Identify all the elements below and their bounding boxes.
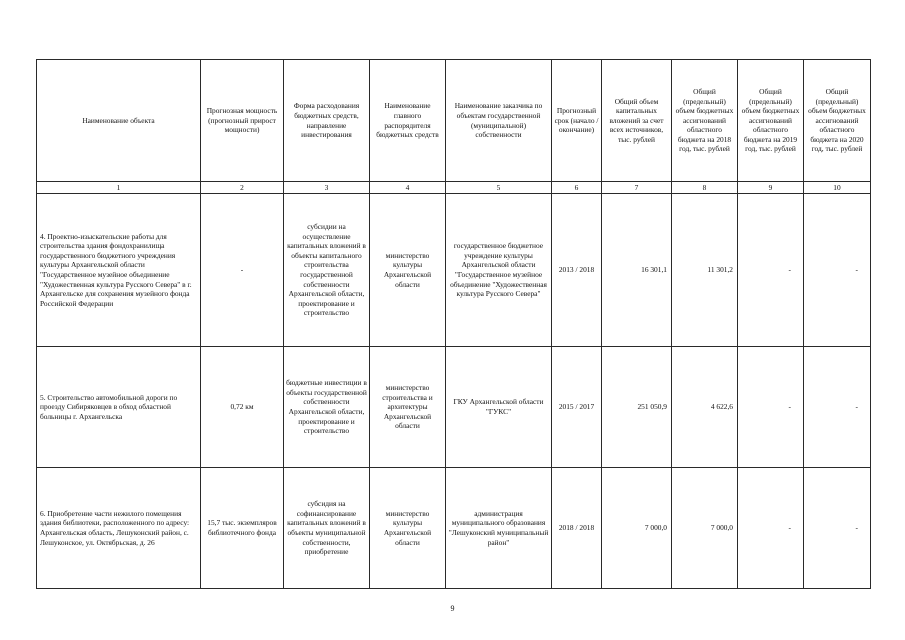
- column-number: 2: [201, 182, 284, 194]
- cell-object-name: 4. Проектно-изыскательские работы для строительства здания фондохранилища государственного бюджетного учреждения культуры Архангельской области "Государственное музейное объединение "Художественная культура Русского Севера" в г. Архангельске для сохранения музейного фонда Российской Федерации: [37, 194, 201, 347]
- header-budget-2018: Общий (предельный) объем бюджетных ассигнований областного бюджета на 2018 год, тыс. рублей: [672, 60, 738, 182]
- cell-term: 2013 / 2018: [552, 194, 602, 347]
- cell-spending-form: субсидии на осуществление капитальных вложений в объекты капитального строительства государственной собственности Архангельской области, проектирование и строительство: [284, 194, 370, 347]
- header-budget-manager: Наименование главного распорядителя бюджетных средств: [370, 60, 446, 182]
- budget-allocation-table: [36, 59, 871, 589]
- cell-budget-2019: -: [738, 468, 804, 589]
- table-row: [37, 194, 871, 347]
- page-number: 9: [450, 604, 455, 613]
- header-object-name: Наименование объекта: [37, 60, 201, 182]
- cell-budget-2018: 11 301,2: [672, 194, 738, 347]
- cell-budget-2020: -: [804, 347, 871, 468]
- cell-spending-form: субсидия на софинансирование капитальных вложений в объекты муниципальной собственности, приобретение: [284, 468, 370, 589]
- cell-total-investment: 251 050,9: [602, 347, 672, 468]
- header-budget-2019: Общий (предельный) объем бюджетных ассигнований областного бюджета на 2019 год, тыс. рублей: [738, 60, 804, 182]
- cell-spending-form: бюджетные инвестиции в объекты государственной собственности Архангельской области, проектирование и строительство: [284, 347, 370, 468]
- column-number: 10: [804, 182, 871, 194]
- cell-budget-manager: министерство строительства и архитектуры Архангельской области: [370, 347, 446, 468]
- cell-term: 2018 / 2018: [552, 468, 602, 589]
- header-term: Прогнозный срок (начало / окончание): [552, 60, 602, 182]
- column-number: 7: [602, 182, 672, 194]
- cell-budget-2019: -: [738, 347, 804, 468]
- column-number: 3: [284, 182, 370, 194]
- header-spending-form: Форма расходования бюджетных средств, направление инвестирования: [284, 60, 370, 182]
- cell-total-investment: 16 301,1: [602, 194, 672, 347]
- column-number: 8: [672, 182, 738, 194]
- budget-table-container: [36, 59, 870, 589]
- table-row: [37, 468, 871, 589]
- table-row: [37, 347, 871, 468]
- cell-budget-2018: 4 622,6: [672, 347, 738, 468]
- cell-budget-manager: министерство культуры Архангельской области: [370, 194, 446, 347]
- header-customer: Наименование заказчика по объектам государственной (муниципальной) собственности: [446, 60, 552, 182]
- cell-budget-2020: -: [804, 194, 871, 347]
- cell-budget-2020: -: [804, 468, 871, 589]
- cell-capacity: 15,7 тыс. экземпляров библиотечного фонда: [201, 468, 284, 589]
- column-number: 1: [37, 182, 201, 194]
- cell-term: 2015 / 2017: [552, 347, 602, 468]
- header-capacity: Прогнозная мощность (прогнозный прирост мощности): [201, 60, 284, 182]
- cell-budget-manager: министерство культуры Архангельской области: [370, 468, 446, 589]
- table-header-row: [37, 60, 871, 182]
- cell-object-name: 6. Приобретение части нежилого помещения здания библиотеки, расположенного по адресу: Архангельская область, Лешуконский район, с. Лешуконское, ул. Октябрьская, д. 26: [37, 468, 201, 589]
- cell-budget-2019: -: [738, 194, 804, 347]
- cell-capacity: 0,72 км: [201, 347, 284, 468]
- header-budget-2020: Общий (предельный) объем бюджетных ассигнований областного бюджета на 2020 год, тыс. рублей: [804, 60, 871, 182]
- cell-object-name: 5. Строительство автомобильной дороги по проезду Сибиряковцев в обход областной больницы г. Архангельска: [37, 347, 201, 468]
- column-number: 6: [552, 182, 602, 194]
- header-total-investment: Общий объем капитальных вложений за счет всех источников, тыс. рублей: [602, 60, 672, 182]
- cell-customer: ГКУ Архангельской области "ГУКС": [446, 347, 552, 468]
- cell-capacity: -: [201, 194, 284, 347]
- cell-customer: государственное бюджетное учреждение культуры Архангельской области "Государственное музейное объединение "Художественная культура Русского Севера": [446, 194, 552, 347]
- cell-budget-2018: 7 000,0: [672, 468, 738, 589]
- column-number: 4: [370, 182, 446, 194]
- column-number: 9: [738, 182, 804, 194]
- cell-total-investment: 7 000,0: [602, 468, 672, 589]
- column-number-row: [37, 182, 871, 194]
- column-number: 5: [446, 182, 552, 194]
- cell-customer: администрация муниципального образования "Лешуконский муниципальный район": [446, 468, 552, 589]
